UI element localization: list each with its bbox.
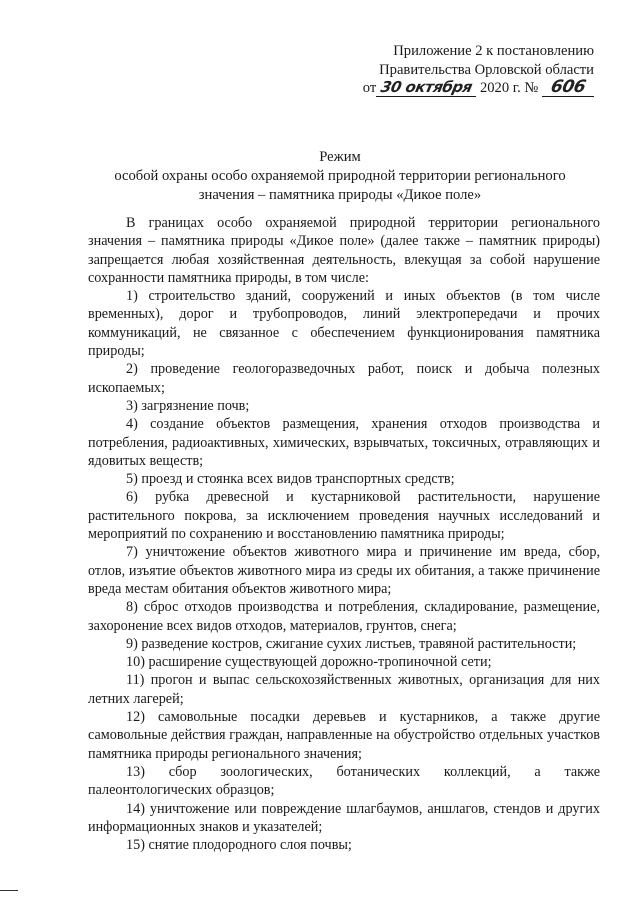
list-item: 12) самовольные посадки деревьев и кустарников, а также другие самовольные действия граждан, направленные на обустройство отдельных участков памятника природы регионального значения; <box>88 709 600 762</box>
date-underline <box>376 80 476 97</box>
list-item: 9) разведение костров, сжигание сухих листьев, травяной растительности; <box>126 635 577 652</box>
list-item: 7) уничтожение объектов животного мира и причинение им вреда, сбор, отлов, изъятие объектов животного мира из среды их обитания, а также причинение вреда местам обитания объектов животного мира; <box>88 544 600 597</box>
list-item: 2) проведение геологоразведочных работ, поиск и добыча полезных ископаемых; <box>88 361 600 396</box>
document-body <box>88 214 600 854</box>
handwritten-number: 606 <box>548 77 588 97</box>
appendix-header <box>344 42 594 98</box>
list-item: 3) загрязнение почв; <box>126 397 250 414</box>
list-item: 14) уничтожение или повреждение шлагбаумов, аншлагов, стендов и других информационных знаков и указателей; <box>88 800 600 835</box>
number-underline <box>542 77 594 97</box>
list-item: 13) сбор зоологических, ботанических коллекций, а также палеонтологических образцов; <box>88 763 600 799</box>
list-item: 11) прогон и выпас сельскохозяйственных животных, организация для них летних лагерей; <box>88 672 600 707</box>
handwritten-date: 30 октября <box>379 78 474 96</box>
list-item: 10) расширение существующей дорожно-тропиночной сети; <box>126 654 492 671</box>
document-title <box>60 148 620 205</box>
scan-corner-mark <box>0 890 18 891</box>
intro-paragraph: В границах особо охраняемой природной территории регионального значения – памятника природы «Дикое поле» (далее также – памятник природы) запрещается любая хозяйственная деятельность, влекущая за собой нарушение сохранности памятника природы, в том числе: <box>88 215 600 286</box>
title-line-2: особой охраны особо охраняемой природной территории регионального <box>114 168 566 184</box>
list-item: 8) сброс отходов производства и потребления, складирование, размещение, захоронение всех видов отходов, материалов, грунтов, снега; <box>88 599 600 634</box>
year-text: 2020 г. № <box>479 80 539 96</box>
appendix-line-2: Правительства Орловской области <box>379 61 594 78</box>
list-item: 6) рубка древесной и кустарниковой растительности, нарушение растительного покрова, за исключением проведения научных исследований и мероприятий по сохранению и восстановлению памятника природы; <box>88 489 600 543</box>
appendix-date-line <box>344 79 594 98</box>
date-prefix: от <box>362 80 377 96</box>
title-line-1: Режим <box>319 149 361 165</box>
appendix-line-1: Приложение 2 к постановлению <box>393 43 594 59</box>
title-line-3: значения – памятника природы «Дикое поле» <box>198 187 482 203</box>
list-item: 1) строительство зданий, сооружений и иных объектов (в том числе временных), дорог и трубопроводов, линий электропередачи и прочих коммуникаций, не связанное с обеспечением функционирования памятника природы; <box>88 288 600 360</box>
list-item: 5) проезд и стоянка всех видов транспортных средств; <box>126 471 455 488</box>
list-item: 15) снятие плодородного слоя почвы; <box>126 837 352 854</box>
list-item: 4) создание объектов размещения, хранения отходов производства и потребления, радиоактивных, химических, взрывчатых, токсичных, отравляющих и ядовитых веществ; <box>88 416 600 469</box>
